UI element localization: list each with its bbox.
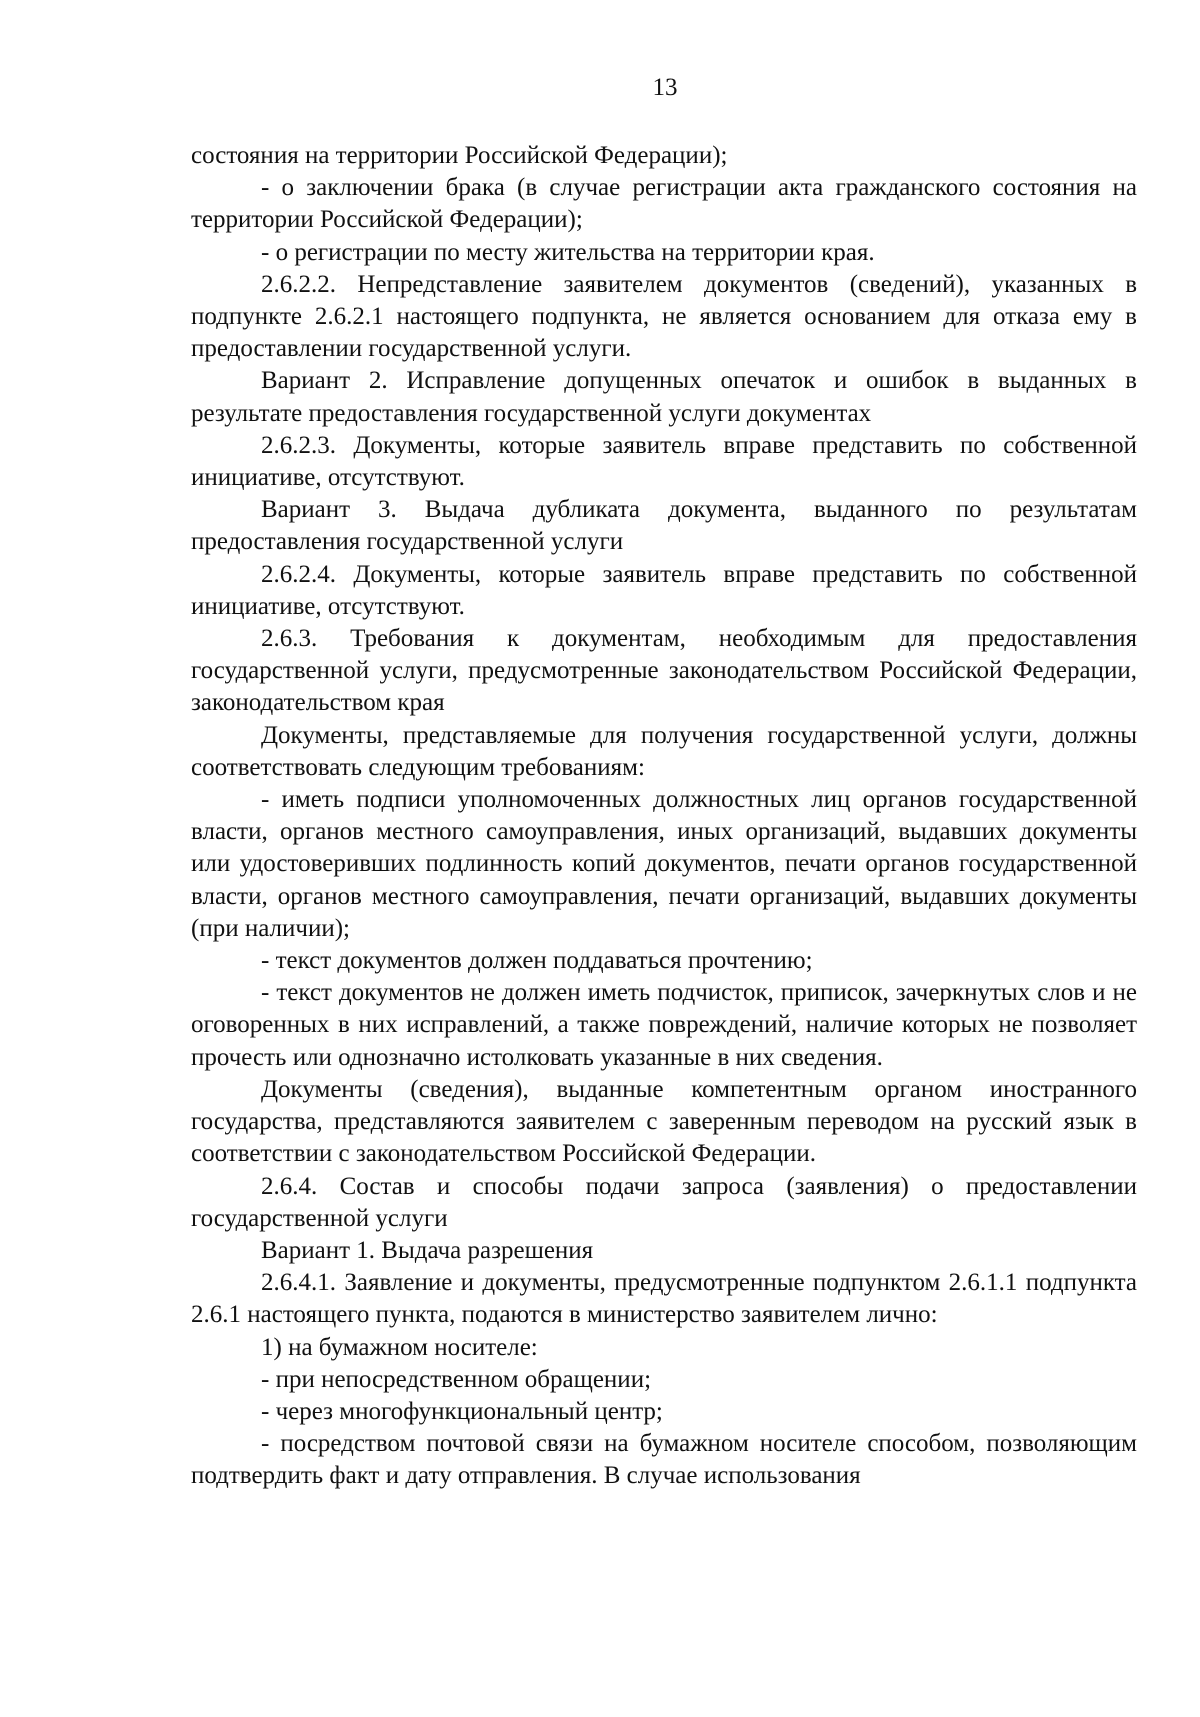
- paragraph: - о заключении брака (в случае регистрации акта гражданского состояния на территории Российской Федерации);: [191, 174, 1137, 234]
- paragraph: - посредством почтовой связи на бумажном носителе способом, позволяющим подтвердить факт и дату отправления. В случае использования: [191, 1430, 1137, 1490]
- paragraph: - текст документов не должен иметь подчисток, приписок, зачеркнутых слов и не оговоренных в них исправлений, а также повреждений, наличие которых не позволяет прочесть или однозначно истолковать указанные в них сведения.: [191, 979, 1137, 1071]
- paragraph: - текст документов должен поддаваться прочтению;: [261, 947, 813, 975]
- paragraph: - иметь подписи уполномоченных должностных лиц органов государственной власти, органов местного самоуправления, иных организаций, выдавших документы или удостоверивших подлинность копий документов, печати органов государственной власти, органов местного самоуправления, печати организаций, выдавших документы (при наличии);: [191, 786, 1137, 942]
- paragraph: 2.6.4. Состав и способы подачи запроса (заявления) о предоставлении государственной услуги: [191, 1172, 1137, 1232]
- paragraph: состояния на территории Российской Федерации);: [191, 142, 728, 169]
- paragraph: - при непосредственном обращении;: [261, 1365, 652, 1393]
- paragraph: 2.6.2.4. Документы, которые заявитель вправе представить по собственной инициативе, отсутствуют.: [191, 560, 1137, 620]
- paragraph: 2.6.4.1. Заявление и документы, предусмотренные подпунктом 2.6.1.1 подпункта 2.6.1 настоящего пункта, подаются в министерство заявителем лично:: [191, 1269, 1137, 1329]
- paragraph: 2.6.3. Требования к документам, необходимым для предоставления государственной услуги, предусмотренные законодательством Российской Федерации, законодательством края: [191, 625, 1137, 717]
- paragraph: 1) на бумажном носителе:: [261, 1333, 538, 1361]
- paragraph: Вариант 3. Выдача дубликата документа, выданного по результатам предоставления государственной услуги: [191, 496, 1137, 556]
- paragraph: Документы (сведения), выданные компетентным органом иностранного государства, представляются заявителем с заверенным переводом на русский язык в соответствии с законодательством Российской Федерации.: [191, 1075, 1137, 1168]
- paragraph: Вариант 2. Исправление допущенных опечаток и ошибок в выданных в результате предоставления государственной услуги документах: [191, 367, 1137, 427]
- paragraph: - через многофункциональный центр;: [261, 1397, 663, 1425]
- page-number: 13: [652, 74, 678, 101]
- paragraph: Вариант 1. Выдача разрешения: [261, 1236, 594, 1264]
- paragraph: Документы, представляемые для получения государственной услуги, должны соответствовать следующим требованиям:: [191, 721, 1137, 781]
- paragraph: 2.6.2.3. Документы, которые заявитель вправе представить по собственной инициативе, отсутствуют.: [191, 431, 1137, 492]
- paragraph: 2.6.2.2. Непредставление заявителем документов (сведений), указанных в подпункте 2.6.2.1 настоящего подпункта, не является основанием для отказа ему в предоставлении государственной услуги.: [191, 270, 1137, 363]
- paragraph: - о регистрации по месту жительства на территории края.: [261, 238, 875, 266]
- document-body: [191, 140, 1137, 1493]
